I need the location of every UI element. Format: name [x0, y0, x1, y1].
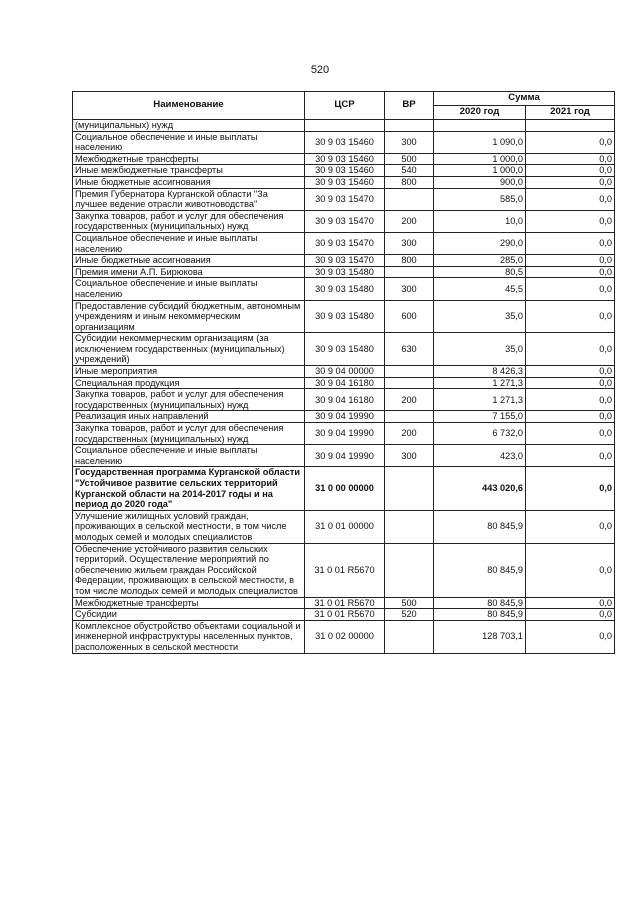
table-row [73, 120, 615, 132]
table-row [73, 609, 615, 621]
row-sum-2021-cell: 0,0 [526, 389, 615, 411]
row-name-cell: Межбюджетные трансферты [73, 153, 305, 165]
row-vr-cell [385, 120, 434, 132]
row-vr-cell [385, 467, 434, 510]
header-sum: Сумма [434, 92, 615, 106]
header-year-2020: 2020 год [434, 106, 526, 120]
row-sum-2021-cell: 0,0 [526, 278, 615, 300]
row-sum-2020-cell: 80 845,9 [434, 543, 526, 597]
row-csr-cell: 30 9 04 19990 [305, 411, 385, 423]
table-row [73, 510, 615, 543]
row-sum-2021-cell: 0,0 [526, 597, 615, 609]
row-vr-cell [385, 377, 434, 389]
table-row [73, 597, 615, 609]
row-vr-cell [385, 366, 434, 378]
table-header-row [73, 92, 615, 106]
row-sum-2020-cell: 7 155,0 [434, 411, 526, 423]
row-sum-2020-cell: 900,0 [434, 176, 526, 188]
table-row [73, 153, 615, 165]
row-csr-cell: 30 9 03 15480 [305, 266, 385, 278]
row-vr-cell [385, 411, 434, 423]
row-sum-2021-cell: 0,0 [526, 232, 615, 254]
row-csr-cell: 30 9 03 15460 [305, 165, 385, 177]
row-csr-cell: 30 9 04 00000 [305, 366, 385, 378]
row-csr-cell: 30 9 03 15460 [305, 176, 385, 188]
table-row [73, 620, 615, 653]
table-row [73, 543, 615, 597]
row-sum-2020-cell: 423,0 [434, 445, 526, 467]
row-vr-cell: 300 [385, 278, 434, 300]
row-sum-2021-cell: 0,0 [526, 300, 615, 333]
row-csr-cell: 31 0 01 R5670 [305, 543, 385, 597]
row-csr-cell: 30 9 03 15480 [305, 300, 385, 333]
row-csr-cell: 31 0 01 R5670 [305, 609, 385, 621]
row-sum-2020-cell: 285,0 [434, 255, 526, 267]
row-csr-cell: 30 9 03 15460 [305, 131, 385, 153]
row-csr-cell: 30 9 04 19990 [305, 445, 385, 467]
row-name-cell: Социальное обеспечение и иные выплаты населению [73, 131, 305, 153]
row-csr-cell: 31 0 01 00000 [305, 510, 385, 543]
row-csr-cell: 30 9 03 15470 [305, 210, 385, 232]
row-sum-2020-cell: 290,0 [434, 232, 526, 254]
row-name-cell: Закупка товаров, работ и услуг для обеспечения государственных (муниципальных) нужд [73, 423, 305, 445]
header-csr: ЦСР [305, 92, 385, 120]
row-vr-cell [385, 188, 434, 210]
row-name-cell: Премия Губернатора Курганской области "За лучшее ведение отрасли животноводства" [73, 188, 305, 210]
row-vr-cell: 200 [385, 210, 434, 232]
row-name-cell: Субсидии [73, 609, 305, 621]
row-vr-cell: 300 [385, 232, 434, 254]
table-row [73, 366, 615, 378]
row-vr-cell: 500 [385, 153, 434, 165]
row-sum-2020-cell: 1 000,0 [434, 165, 526, 177]
row-name-cell: Реализация иных направлений [73, 411, 305, 423]
row-vr-cell [385, 510, 434, 543]
row-sum-2020-cell: 1 271,3 [434, 389, 526, 411]
row-sum-2020-cell: 80 845,9 [434, 597, 526, 609]
row-sum-2020-cell: 443 020,6 [434, 467, 526, 510]
row-csr-cell: 31 0 00 00000 [305, 467, 385, 510]
row-name-cell: Иные бюджетные ассигнования [73, 176, 305, 188]
row-sum-2021-cell: 0,0 [526, 333, 615, 366]
row-sum-2020-cell: 35,0 [434, 333, 526, 366]
row-name-cell: Комплексное обустройство объектами социальной и инженерной инфраструктуры населенных пунктов, расположенных в сельской местности [73, 620, 305, 653]
row-vr-cell: 800 [385, 176, 434, 188]
row-sum-2021-cell: 0,0 [526, 467, 615, 510]
row-csr-cell: 30 9 04 16180 [305, 389, 385, 411]
row-sum-2021-cell: 0,0 [526, 445, 615, 467]
row-sum-2021-cell: 0,0 [526, 510, 615, 543]
row-sum-2020-cell: 8 426,3 [434, 366, 526, 378]
table-row [73, 176, 615, 188]
row-vr-cell: 540 [385, 165, 434, 177]
row-csr-cell: 31 0 01 R5670 [305, 597, 385, 609]
row-name-cell: Улучшение жилищных условий граждан, проживающих в сельской местности, в том числе молодых семей и молодых специалистов [73, 510, 305, 543]
row-vr-cell: 630 [385, 333, 434, 366]
row-vr-cell: 600 [385, 300, 434, 333]
row-csr-cell: 30 9 03 15460 [305, 153, 385, 165]
row-sum-2021-cell: 0,0 [526, 366, 615, 378]
row-csr-cell: 30 9 03 15480 [305, 333, 385, 366]
row-name-cell: Социальное обеспечение и иные выплаты населению [73, 278, 305, 300]
row-vr-cell: 520 [385, 609, 434, 621]
budget-table [72, 91, 615, 654]
table-row [73, 165, 615, 177]
row-name-cell: Межбюджетные трансферты [73, 597, 305, 609]
row-sum-2021-cell: 0,0 [526, 609, 615, 621]
row-sum-2020-cell: 6 732,0 [434, 423, 526, 445]
row-sum-2021-cell: 0,0 [526, 543, 615, 597]
row-name-cell: Социальное обеспечение и иные выплаты населению [73, 445, 305, 467]
row-sum-2021-cell: 0,0 [526, 210, 615, 232]
row-vr-cell [385, 620, 434, 653]
row-name-cell: Закупка товаров, работ и услуг для обеспечения государственных (муниципальных) нужд [73, 210, 305, 232]
row-vr-cell: 300 [385, 445, 434, 467]
row-csr-cell: 30 9 04 16180 [305, 377, 385, 389]
row-csr-cell: 30 9 03 15470 [305, 232, 385, 254]
row-sum-2021-cell: 0,0 [526, 176, 615, 188]
page-number: 520 [310, 64, 330, 76]
table-row [73, 333, 615, 366]
row-sum-2020-cell: 10,0 [434, 210, 526, 232]
row-sum-2021-cell: 0,0 [526, 188, 615, 210]
table-body [73, 120, 615, 654]
row-vr-cell: 200 [385, 389, 434, 411]
row-sum-2021-cell: 0,0 [526, 423, 615, 445]
row-sum-2021-cell: 0,0 [526, 255, 615, 267]
row-sum-2020-cell: 1 271,3 [434, 377, 526, 389]
row-name-cell: Обеспечение устойчивого развития сельских территорий. Осуществление мероприятий по обеспечению жильем граждан Российской Федерации, проживающих в сельской местности, в том числе молодых семей и молодых специалистов [73, 543, 305, 597]
header-name: Наименование [73, 92, 305, 120]
table-row [73, 278, 615, 300]
row-name-cell: Иные бюджетные ассигнования [73, 255, 305, 267]
row-name-cell: Государственная программа Курганской области "Устойчивое развитие сельских территорий Курганской области на 2014-2017 годы и на период до 2020 года" [73, 467, 305, 510]
table-row [73, 377, 615, 389]
row-sum-2021-cell: 0,0 [526, 266, 615, 278]
row-name-cell: Иные межбюджетные трансферты [73, 165, 305, 177]
table-row [73, 423, 615, 445]
table-row [73, 255, 615, 267]
row-sum-2021-cell: 0,0 [526, 620, 615, 653]
row-sum-2021-cell: 0,0 [526, 411, 615, 423]
row-sum-2020-cell: 35,0 [434, 300, 526, 333]
row-vr-cell: 200 [385, 423, 434, 445]
table-row [73, 232, 615, 254]
row-sum-2021-cell: 0,0 [526, 131, 615, 153]
row-vr-cell: 300 [385, 131, 434, 153]
header-year-2021: 2021 год [526, 106, 615, 120]
row-sum-2020-cell: 1 000,0 [434, 153, 526, 165]
row-csr-cell: 30 9 03 15470 [305, 188, 385, 210]
row-sum-2020-cell: 585,0 [434, 188, 526, 210]
row-csr-cell [305, 120, 385, 132]
row-csr-cell: 30 9 03 15470 [305, 255, 385, 267]
row-name-cell: Субсидии некоммерческим организациям (за исключением государственных (муниципальных) учреждений) [73, 333, 305, 366]
row-csr-cell: 30 9 03 15480 [305, 278, 385, 300]
row-csr-cell: 31 0 02 00000 [305, 620, 385, 653]
table-row [73, 300, 615, 333]
table-row [73, 188, 615, 210]
row-sum-2021-cell: 0,0 [526, 165, 615, 177]
table-row [73, 411, 615, 423]
row-name-cell: Иные мероприятия [73, 366, 305, 378]
row-sum-2020-cell: 80 845,9 [434, 609, 526, 621]
row-name-cell: Премия имени А.П. Бирюкова [73, 266, 305, 278]
table-row [73, 467, 615, 510]
row-sum-2020-cell: 80 845,9 [434, 510, 526, 543]
row-sum-2020-cell: 1 090,0 [434, 131, 526, 153]
row-vr-cell: 800 [385, 255, 434, 267]
row-vr-cell: 500 [385, 597, 434, 609]
row-sum-2020-cell: 45,5 [434, 278, 526, 300]
row-name-cell: Социальное обеспечение и иные выплаты населению [73, 232, 305, 254]
row-sum-2021-cell [526, 120, 615, 132]
row-name-cell: Специальная продукция [73, 377, 305, 389]
row-sum-2020-cell: 128 703,1 [434, 620, 526, 653]
row-name-cell: (муниципальных) нужд [73, 120, 305, 132]
table-row [73, 445, 615, 467]
row-vr-cell [385, 266, 434, 278]
row-csr-cell: 30 9 04 19990 [305, 423, 385, 445]
row-sum-2021-cell: 0,0 [526, 377, 615, 389]
table-row [73, 266, 615, 278]
row-sum-2020-cell: 80,5 [434, 266, 526, 278]
row-vr-cell [385, 543, 434, 597]
row-name-cell: Закупка товаров, работ и услуг для обеспечения государственных (муниципальных) нужд [73, 389, 305, 411]
row-sum-2021-cell: 0,0 [526, 153, 615, 165]
table-row [73, 389, 615, 411]
row-sum-2020-cell [434, 120, 526, 132]
table-row [73, 131, 615, 153]
table-row [73, 210, 615, 232]
header-vr: ВР [385, 92, 434, 120]
row-name-cell: Предоставление субсидий бюджетным, автономным учреждениям и иным некоммерческим организациям [73, 300, 305, 333]
